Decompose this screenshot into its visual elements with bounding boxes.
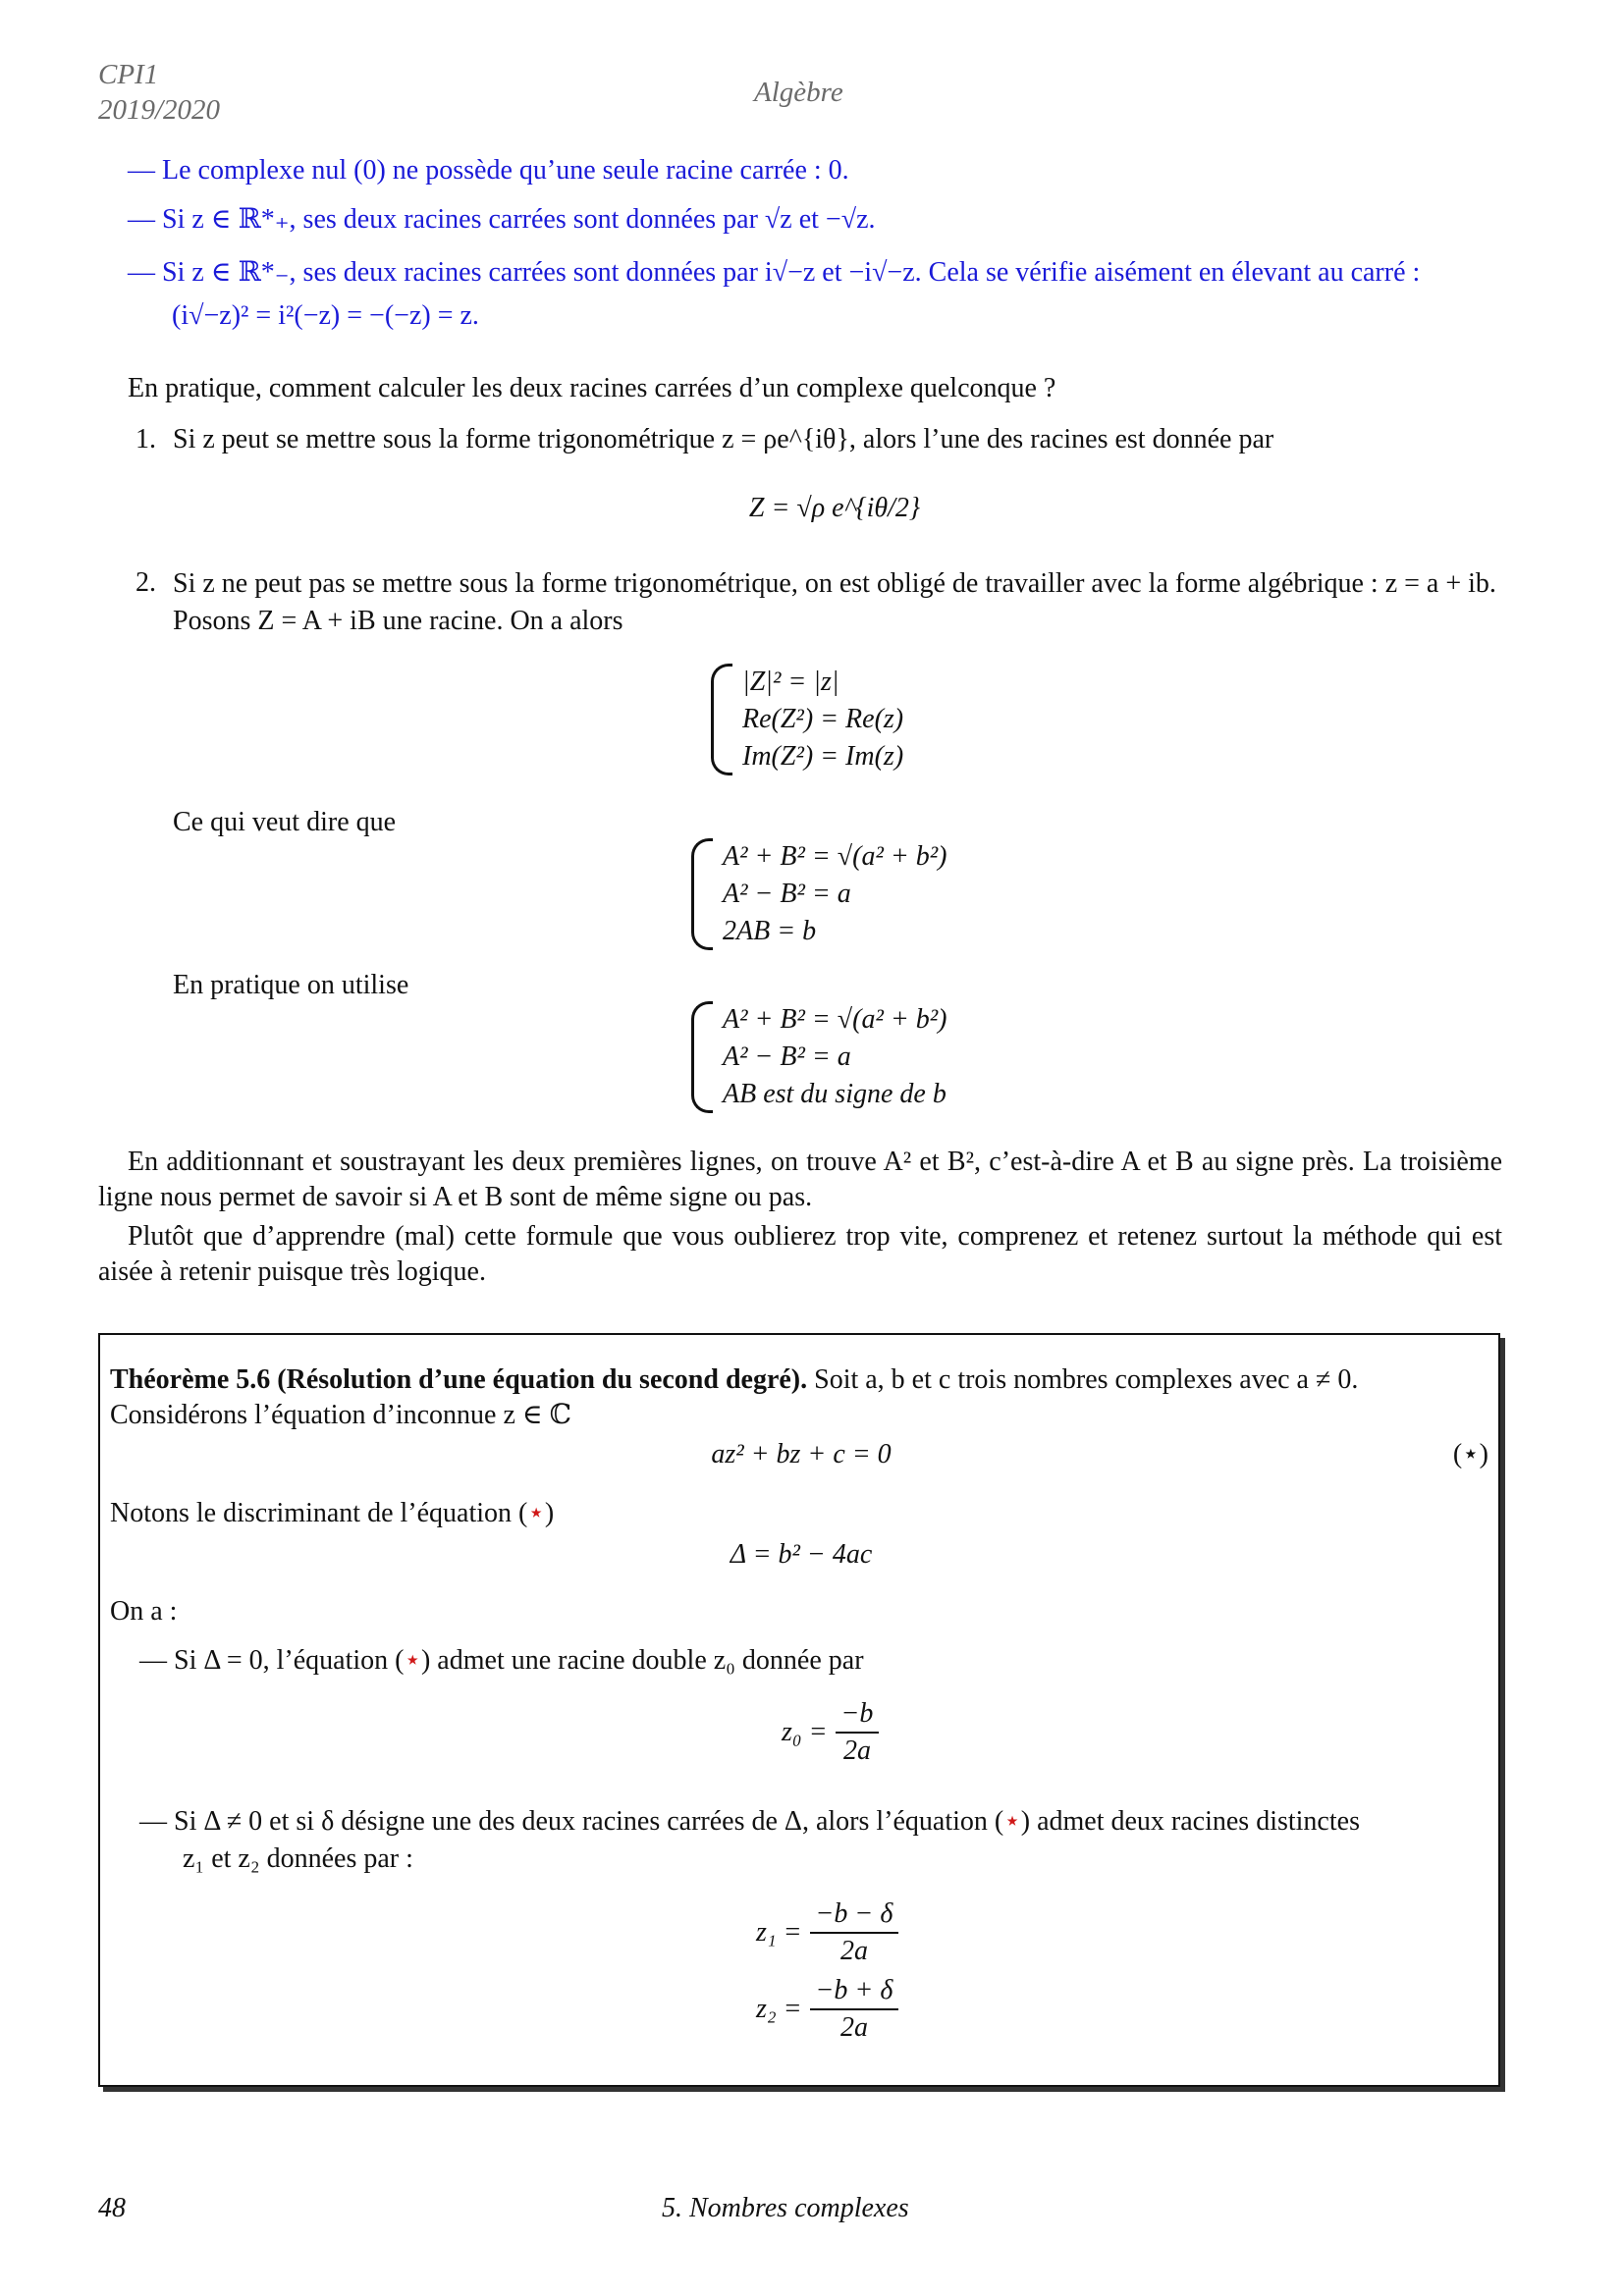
system2-row-2: A² − B² = a — [723, 879, 851, 909]
step2-number: 2. — [135, 567, 156, 598]
z2-numerator: −b + δ — [810, 1973, 899, 2010]
system-3 — [691, 1001, 947, 1113]
case2-text-end: ) admet deux racines distinctes — [1020, 1806, 1360, 1837]
blue-list-item-3: — Si z ∈ ℝ*₋, ses deux racines carrées sont données par i√−z et −i√−z. Cela se vérifie aisément en élevant au carré : (i√−z)² = i²(−z) = −(−z) = z. — [128, 257, 1421, 331]
discriminant-intro-text: Notons le discriminant de l’équation ( — [110, 1498, 528, 1528]
blue-list-item-1: — Le complexe nul (0) ne possède qu’une seule racine carrée : 0. — [128, 155, 849, 186]
theorem-title: Théorème 5.6 (Résolution d’une équation du second degré). — [110, 1364, 808, 1395]
header-subject: Algèbre — [754, 77, 843, 108]
theorem-intro: Soit a, b et c trois nombres complexes avec a ≠ 0. — [814, 1364, 1359, 1395]
system3-row-1: A² + B² = √(a² + b²) — [723, 1004, 947, 1035]
header-year: 2019/2020 — [98, 94, 221, 126]
star-ref-3: ⋆ — [1003, 1806, 1021, 1837]
step1-formula: Z = √ρ e^{iθ/2} — [748, 493, 921, 523]
z1-lhs: z₁ = — [756, 1916, 802, 1948]
system1-row-2: Re(Z²) = Re(z) — [742, 704, 904, 734]
on-a: On a : — [110, 1596, 178, 1627]
step1-text: Si z peut se mettre sous la forme trigonométrique z = ρe^{iθ}, alors l’une des racines est donnée par — [173, 424, 1274, 454]
case1-text: — Si Δ = 0, l’équation ( — [139, 1645, 405, 1676]
theorem-first-line — [110, 1362, 1492, 1398]
header-course: CPI1 — [98, 59, 159, 90]
z1-denominator: 2a — [839, 1936, 868, 1966]
theorem-line-2: Considérons l’équation d’inconnue z ∈ ℂ — [110, 1400, 571, 1430]
system3-row-2: A² − B² = a — [723, 1041, 851, 1072]
system2-row-1: A² + B² = √(a² + b²) — [723, 841, 947, 872]
step2-text: Si z ne peut pas se mettre sous la forme trigonométrique, on est obligé de travailler avec la forme algébrique : z = a + ib. Posons Z = A + iB une racine. On a alors — [173, 568, 1496, 636]
discriminant-intro — [110, 1496, 554, 1531]
footer-page-number: 48 — [98, 2193, 126, 2223]
z2-denominator: 2a — [839, 2012, 868, 2043]
brace-3 — [691, 1001, 713, 1113]
paragraph-1: En additionnant et soustrayant les deux premières lignes, on trouve A² et B², c’est-à-dire A et B au signe près. La troisième ligne nous permet de savoir si A et B sont de même signe ou pas. — [98, 1147, 1502, 1213]
theorem-equation: az² + bz + c = 0 — [711, 1439, 892, 1469]
brace-2 — [691, 838, 713, 950]
z2-lhs: z₂ = — [756, 1993, 802, 2024]
discriminant-formula: Δ = b² − 4ac — [730, 1539, 873, 1570]
case2-line-2: z₁ et z₂ données par : — [183, 1843, 413, 1874]
label-system-2: Ce qui veut dire que — [173, 807, 397, 837]
z0-numerator: −b — [836, 1696, 880, 1734]
blue-list-item-2: — Si z ∈ ℝ*₊, ses deux racines carrées sont données par √z et −√z. — [128, 204, 876, 235]
z0-denominator: 2a — [842, 1735, 871, 1766]
system1-row-3: Im(Z²) = Im(z) — [742, 741, 904, 772]
case1-text-end: ) admet une racine double z₀ donnée par — [420, 1645, 864, 1676]
discriminant-intro-close: ) — [544, 1498, 555, 1528]
z0-formula — [782, 1696, 879, 1769]
z1-numerator: −b − δ — [810, 1896, 899, 1934]
star-ref-2: ⋆ — [404, 1645, 421, 1676]
case-2 — [139, 1804, 1492, 1840]
case2-text: — Si Δ ≠ 0 et si δ désigne une des deux racines carrées de Δ, alors l’équation ( — [139, 1806, 1004, 1837]
intro-question: En pratique, comment calculer les deux racines carrées d’un complexe quelconque ? — [128, 373, 1056, 403]
system-2 — [691, 838, 947, 950]
system2-row-3: 2AB = b — [723, 916, 817, 946]
equation-tag: (⋆) — [1452, 1439, 1488, 1469]
z2-formula — [756, 1973, 898, 2046]
z0-lhs: z₀ = — [782, 1716, 828, 1747]
step1-number: 1. — [135, 424, 156, 454]
footer-chapter: 5. Nombres complexes — [662, 2193, 909, 2223]
brace-1 — [711, 664, 732, 775]
theorem-box — [98, 1333, 1500, 2087]
paragraph-2: Plutôt que d’apprendre (mal) cette formule que vous oublierez trop vite, comprenez et retenez surtout la méthode qui est aisée à retenir puisque très logique. — [98, 1221, 1502, 1288]
system3-row-3: AB est du signe de b — [723, 1079, 947, 1109]
z1-formula — [756, 1896, 898, 1969]
system-1 — [711, 664, 903, 775]
label-system-3: En pratique on utilise — [173, 970, 409, 1000]
case-1 — [139, 1643, 864, 1679]
system1-row-1: |Z|² = |z| — [742, 667, 839, 697]
star-ref-1: ⋆ — [527, 1498, 545, 1528]
